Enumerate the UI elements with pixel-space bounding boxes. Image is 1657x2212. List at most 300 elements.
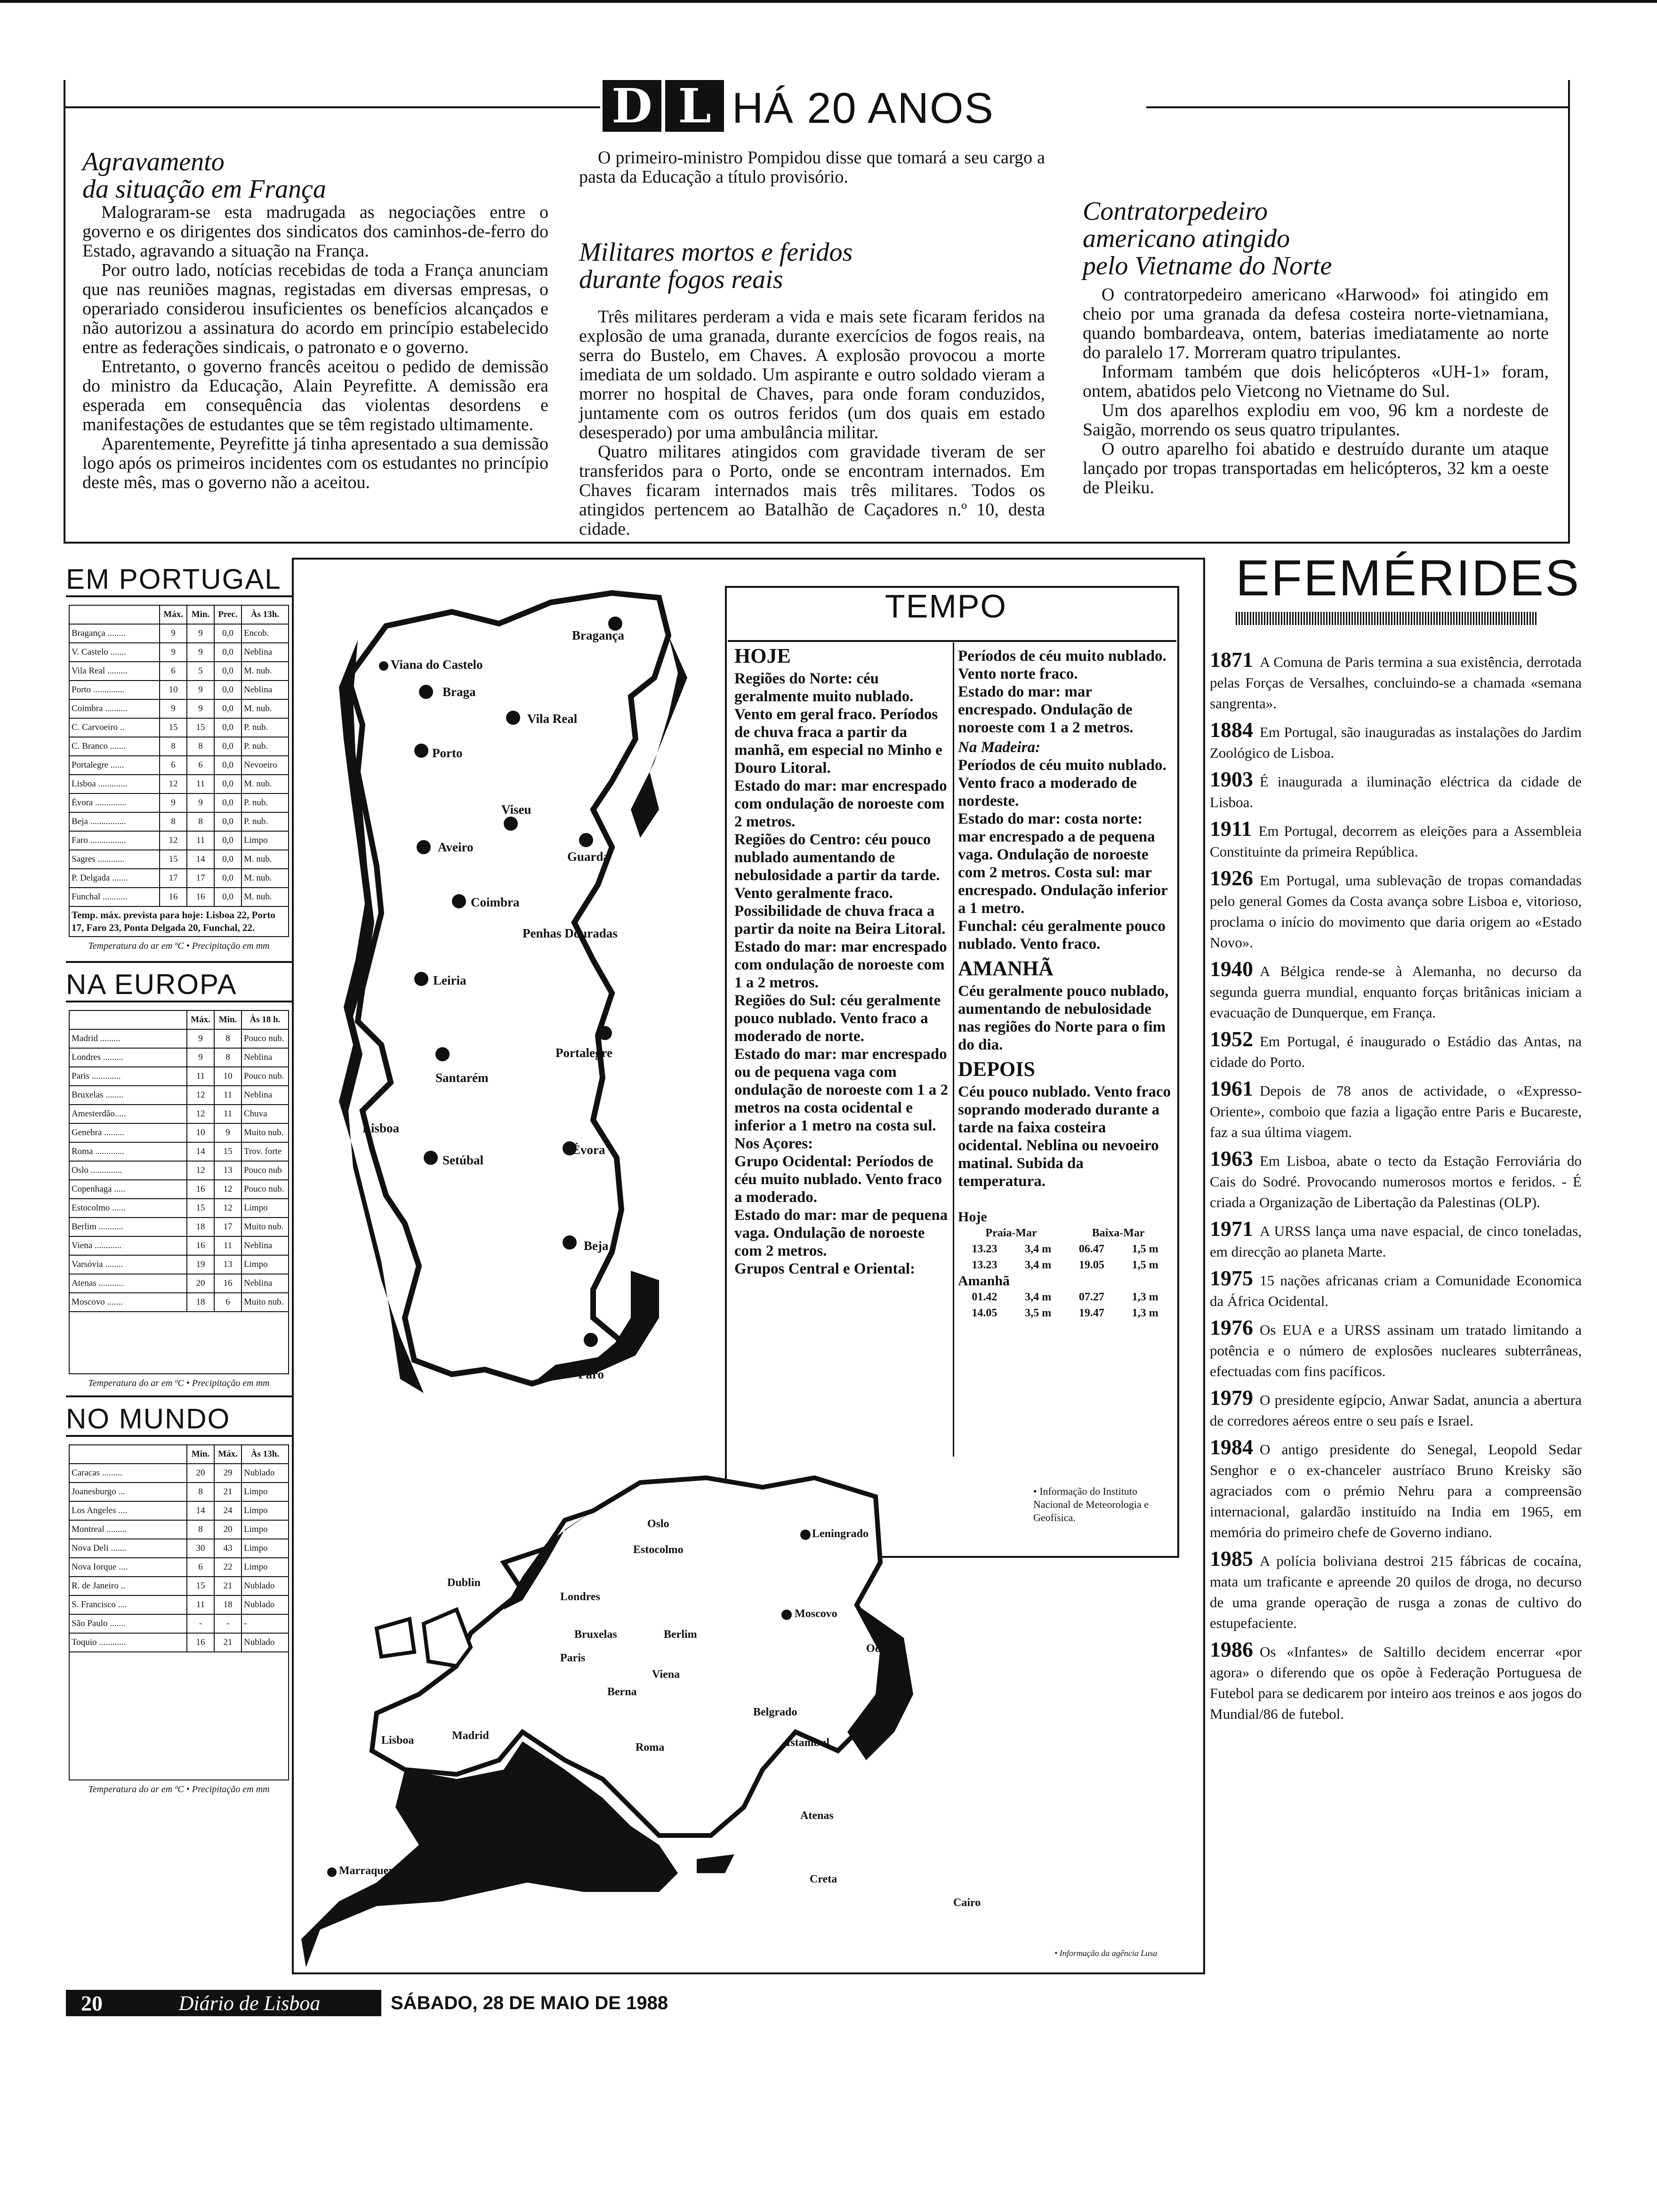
map-city-faro: Faro xyxy=(578,1367,604,1381)
table-cell: 9 xyxy=(160,699,187,718)
map-city-evora: Évora xyxy=(572,1143,605,1157)
table-row xyxy=(69,1293,289,1312)
table-cell: Sagres ............ xyxy=(69,850,160,869)
table-row xyxy=(69,793,289,812)
paragraph: O contratorpedeiro americano «Harwood» foi atingido em cheio por uma granada da defesa costeira norte-vietnamiana, quando bombardeava, ontem, baterias imediatamente ao norte do paralelo 17. Morreram quatro tripulantes. xyxy=(1083,285,1549,362)
table-cell: P. nub. xyxy=(241,793,289,812)
tide-row: 13.23 3,4 m 06.47 1,5 m xyxy=(972,1243,1158,1255)
tempo-paragraph: Regiões do Centro: céu pouco nublado aumentando de nebulosidade a partir da tarde. Vento geralmente fraco. Possibilidade de chuva fraca a partir da noite na Beira Litoral. xyxy=(734,831,946,938)
table-cell: Limpo xyxy=(241,1558,289,1577)
tide-table: Hoje Praia-Mar Baixa-Mar 13.23 3,4 m 06.47 1,5 m 13.23 3,4 m 19.05 1,5 m Amanhã 01.42 3,4 m 07.27 1,3 m 14.05 3,5 m 19.47 1,3 m xyxy=(958,1209,1172,1321)
table-row xyxy=(69,1067,289,1086)
table-cell: Nublado xyxy=(241,1595,289,1614)
map-city-bruxelas: Bruxelas xyxy=(574,1628,617,1641)
table-cell: Neblina xyxy=(241,1274,289,1293)
table-cell: Londres ......... xyxy=(69,1048,187,1067)
banner-title: HÁ 20 ANOS xyxy=(732,84,994,132)
table-cell: 19 xyxy=(187,1255,214,1274)
table-cell: Muito nub. xyxy=(241,1293,289,1312)
map-city-coimbra: Coimbra xyxy=(471,895,520,909)
map-city-viseu: Viseu xyxy=(501,802,531,817)
table-cell: 9 xyxy=(187,699,214,718)
map-city-setubal: Setúbal xyxy=(442,1153,484,1167)
map-city-roma: Roma xyxy=(635,1741,665,1754)
table-cell: 11 xyxy=(187,831,214,850)
map-city-marraquexe: Marraquexe xyxy=(339,1865,399,1877)
table-cell: 11 xyxy=(187,1595,214,1614)
table-cell: 17 xyxy=(214,1218,241,1236)
paragraph: Três militares perderam a vida e mais sete ficaram feridos na explosão de uma granada, durante exercícios de fogos reais, na serra do Bustelo, em Chaves. A explosão provocou a morte imediata de um soldado. Um aspirante e outro soldado vieram a morrer no hospital de Chaves, para onde foram conduzidos, juntamente com os outros feridos (um dos quais em estado desesperado) por uma ambulância militar. xyxy=(579,307,1045,442)
tempo-title: TEMPO xyxy=(885,588,1007,625)
table-cell: 10 xyxy=(214,1067,241,1086)
table-cell: 0,0 xyxy=(214,718,241,737)
table-cell: 9 xyxy=(187,624,214,643)
table-cell: M. nub. xyxy=(241,888,289,906)
mundo-table: Min. Máx. Às 13h. Caracas ......... 20 29 Nublado Joanesburgo ... 8 21 Limpo Los Angeles .... 14 24 Limpo Montreal ......... 8 20 Limpo Nova Deli ....... 30 43 Limpo Nova Iorque .... 6 22 Limpo R. de Janeiro .. 15 21 Nublado S. Francisco .... 11 18 Nublado São Paulo ....... - - - Toquio ............ 16 21 Nublado xyxy=(69,1444,289,1652)
table-cell: 16 xyxy=(160,888,187,906)
table-cell: 13 xyxy=(214,1161,241,1180)
tempo-paragraph: Grupos Central e Oriental: xyxy=(734,1260,916,1277)
table-cell: 12 xyxy=(160,775,187,793)
europa-empty-row xyxy=(69,1312,289,1374)
table-cell: Limpo xyxy=(241,1539,289,1558)
table-cell: R. de Janeiro .. xyxy=(69,1577,187,1595)
table-cell: 8 xyxy=(187,812,214,831)
table-cell: 0,0 xyxy=(214,756,241,775)
table-cell: 0,0 xyxy=(214,643,241,662)
table-cell: Pouco nub. xyxy=(241,1067,289,1086)
map-city-dublin: Dublin xyxy=(447,1577,481,1589)
table-cell: 0,0 xyxy=(214,662,241,681)
tempo-right-col: Períodos de céu muito nublado. Vento norte fraco. Estado do mar: mar encrespado. Ondulação de noroeste com 1 a 2 metros. Na Madeira: Períodos de céu muito nublado. Vento fraco a moderado de nordeste. Estado do mar: costa norte: mar encrespado a de pequena vaga. Ondulação de noroeste com 2 metros. Costa sul: mar encrespado. Ondulação inferior a 1 metro. Funchal: céu geralmente pouco nublado. Vento fraco. AMANHÃ Céu geralmente pouco nublado, aumentando de nebulosidade nas regiões do Norte para o fim do dia. DEPOIS Céu pouco nublado. Vento fraco soprando moderado durante a tarde na faixa costeira ocidental. Neblina ou nevoeiro matinal. Subida da temperatura. Hoje Praia-Mar Baixa-Mar 13.23 3,4 m 06.47 1,5 m 13.23 3,4 m 19.05 1,5 m Amanhã 01.42 3,4 m 07.27 1,3 m 14.05 3,5 m 19.47 1,3 m xyxy=(958,647,1172,1321)
mundo-empty-row xyxy=(69,1652,289,1780)
portugal-footnote: Temperatura do ar em ºC • Precipitação em mm xyxy=(88,941,270,951)
table-row xyxy=(69,1595,289,1614)
table-cell: 0,0 xyxy=(214,681,241,699)
table-cell: 0,0 xyxy=(214,775,241,793)
table-cell: 0,0 xyxy=(214,793,241,812)
tempo-paragraph: Regiões do Sul: céu geralmente pouco nublado. Vento fraco a moderado de norte. xyxy=(734,992,941,1045)
map-city-leningrado: Leningrado xyxy=(812,1528,869,1540)
efemeride-entry: 1952 Em Portugal, é inaugurado o Estádio das Antas, na cidade do Porto. xyxy=(1210,1027,1582,1070)
efemeride-entry: 1911 Em Portugal, decorrem as eleições para a Assembleia Constituinte da primeira República. xyxy=(1210,817,1582,860)
table-cell: Funchal ........... xyxy=(69,888,160,906)
issue-date: SÁBADO, 28 DE MAIO DE 1988 xyxy=(391,1993,668,2013)
table-cell: 16 xyxy=(187,1180,214,1199)
table-row xyxy=(69,1236,289,1255)
tempo-amanha-label: AMANHÃ xyxy=(958,957,1054,980)
table-cell: 14 xyxy=(187,1501,214,1520)
table-cell: - xyxy=(241,1614,289,1633)
weather-tables-column xyxy=(66,558,294,1974)
table-cell: 11 xyxy=(214,1086,241,1105)
table-cell: Oslo .............. xyxy=(69,1161,187,1180)
table-cell: 9 xyxy=(187,1048,214,1067)
map-city-berna: Berna xyxy=(607,1686,637,1698)
table-cell: 29 xyxy=(214,1464,241,1483)
map-city-atenas: Atenas xyxy=(800,1810,834,1822)
dl-logo-right: L xyxy=(665,80,724,132)
table-row xyxy=(69,888,289,906)
efemeride-entry: 1963 Em Lisboa, abate o tecto da Estação Ferroviária do Cais do Sodré. Provocando numerosos mortos e feridos. - É criada a Organização de Libertação da Palestinas (OLP). xyxy=(1210,1146,1582,1210)
efemeride-entry: 1976 Os EUA e a URSS assinam um tratado limitando a potência e o número de explosões nucleares subterrâneas, efectuadas com fins pacíficos. xyxy=(1210,1315,1582,1379)
map-city-santarem: Santarém xyxy=(435,1071,489,1085)
table-cell: 15 xyxy=(160,850,187,869)
table-cell: Amesterdão..... xyxy=(69,1105,187,1123)
table-row xyxy=(69,1086,289,1105)
paragraph: Entretanto, o governo francês aceitou o pedido de demissão do ministro da Educação, Alain Peyrefitte. A demissão era esperada em consequência das violentas desordens e manifestações de estudantes que se têm registado ultimamente. xyxy=(82,357,548,434)
table-cell: 9 xyxy=(214,1123,241,1142)
table-cell: Lisboa ............. xyxy=(69,775,160,793)
map-city-vila-real: Vila Real xyxy=(527,712,578,726)
table-row xyxy=(69,1501,289,1520)
table-cell: 0,0 xyxy=(214,850,241,869)
table-cell: C. Carvoeiro .. xyxy=(69,718,160,737)
efemerides-rule xyxy=(1236,612,1537,625)
table-cell: C. Branco ....... xyxy=(69,737,160,756)
table-row xyxy=(69,643,289,662)
table-cell: 15 xyxy=(187,1577,214,1595)
efemeride-entry: 1884 Em Portugal, são inauguradas as instalações do Jardim Zoológico de Lisboa. xyxy=(1210,718,1582,761)
table-cell: Pouco nub. xyxy=(241,1180,289,1199)
table-cell: Madrid ......... xyxy=(69,1029,187,1048)
paragraph: O outro aparelho foi abatido e destruído durante um ataque lançado por tropas transportadas em helicópteros, 32 km a oeste de Pleiku. xyxy=(1083,439,1549,497)
table-cell: Porto .............. xyxy=(69,681,160,699)
map-city-leiria: Leiria xyxy=(433,973,467,987)
map-city-londres: Londres xyxy=(560,1591,600,1603)
table-cell: Estocolmo ...... xyxy=(69,1199,187,1218)
table-cell: 0,0 xyxy=(214,888,241,906)
table-row xyxy=(69,1180,289,1199)
table-cell: 0,0 xyxy=(214,624,241,643)
map-city-porto: Porto xyxy=(432,746,463,760)
table-cell: 11 xyxy=(214,1105,241,1123)
map-city-sicilia: Sicília xyxy=(607,1833,637,1845)
map-city-moscovo: Moscovo xyxy=(795,1608,837,1620)
table-cell: Nevoeiro xyxy=(241,756,289,775)
table-cell: Vila Real ......... xyxy=(69,662,160,681)
table-cell: Limpo xyxy=(241,1501,289,1520)
efemeride-entry: 1871 A Comuna de Paris termina a sua existência, derrotada pelas Forças de Versalhes, concluindo-se a chamada «semana sangrenta». xyxy=(1210,648,1582,712)
table-cell: 13 xyxy=(214,1255,241,1274)
table-cell: Joanesburgo ... xyxy=(69,1483,187,1501)
paragraph: Malograram-se esta madrugada as negociações entre o governo e os dirigentes dos sindicatos dos caminhos-de-ferro do Estado, agravando a situação na França. xyxy=(82,202,548,261)
map-city-portalegre: Portalegre xyxy=(555,1046,612,1060)
table-cell: 12 xyxy=(214,1199,241,1218)
article-france xyxy=(82,148,548,492)
table-cell: 20 xyxy=(187,1274,214,1293)
table-cell: Encob. xyxy=(241,624,289,643)
article-vietname-headline: Contratorpedeiro americano atingido pelo Vietname do Norte xyxy=(1083,197,1332,281)
table-cell: Paris ............. xyxy=(69,1067,187,1086)
table-row xyxy=(69,1123,289,1142)
table-cell: - xyxy=(214,1614,241,1633)
tempo-source: • Informação do Instituto Nacional de Meteorologia e Geofísica. xyxy=(1033,1485,1149,1523)
map-city-viena: Viena xyxy=(652,1668,680,1681)
table-cell: Berlim ........... xyxy=(69,1218,187,1236)
table-cell: 9 xyxy=(187,643,214,662)
table-cell: 9 xyxy=(187,793,214,812)
table-cell: 0,0 xyxy=(214,831,241,850)
table-cell: P. nub. xyxy=(241,718,289,737)
table-cell: Toquio ............ xyxy=(69,1633,187,1652)
table-row xyxy=(69,624,289,643)
portugal-forecast-note: Temp. máx. prevista para hoje: Lisboa 22, Porto 17, Faro 23, Ponta Delgada 20, Funchal, 22. xyxy=(69,907,289,937)
table-cell: 12 xyxy=(214,1180,241,1199)
table-cell: Limpo xyxy=(241,1255,289,1274)
table-cell: 8 xyxy=(187,737,214,756)
tempo-paragraph: Regiões do Norte: céu geralmente muito nublado. Vento em geral fraco. Períodos de chuva fraca a partir da manhã, em especial no Minho e Douro Litoral. xyxy=(734,670,942,777)
table-cell: 10 xyxy=(187,1123,214,1142)
table-cell: 15 xyxy=(160,718,187,737)
table-cell: 20 xyxy=(187,1464,214,1483)
table-cell: 16 xyxy=(187,1236,214,1255)
table-cell: 9 xyxy=(160,793,187,812)
map-city-guarda: Guarda xyxy=(567,850,610,864)
table-cell: 43 xyxy=(214,1539,241,1558)
table-row xyxy=(69,1577,289,1595)
table-cell: 11 xyxy=(187,775,214,793)
article-france-headline: Agravamento da situação em França xyxy=(82,147,326,204)
table-row xyxy=(69,681,289,699)
table-row xyxy=(69,1029,289,1048)
map-city-beja: Beja xyxy=(584,1239,609,1253)
table-cell: Bruxelas ........ xyxy=(69,1086,187,1105)
europa-title: NA EUROPA xyxy=(66,961,292,1002)
table-row xyxy=(69,1614,289,1633)
table-cell: Trov. forte xyxy=(241,1142,289,1161)
table-row xyxy=(69,756,289,775)
table-cell: Nublado xyxy=(241,1577,289,1595)
table-cell: Caracas ......... xyxy=(69,1464,187,1483)
table-cell: P. Delgada ....... xyxy=(69,869,160,888)
efemeride-entry: 1903 É inaugurada a iluminação eléctrica da cidade de Lisboa. xyxy=(1210,767,1582,810)
table-cell: Atenas ........... xyxy=(69,1274,187,1293)
map-city-odessa: Odessa xyxy=(866,1643,901,1655)
table-cell: 8 xyxy=(214,1048,241,1067)
tempo-depois-label: DEPOIS xyxy=(958,1058,1035,1081)
table-cell: 8 xyxy=(214,1029,241,1048)
table-cell: Nublado xyxy=(241,1464,289,1483)
table-cell: Limpo xyxy=(241,1199,289,1218)
table-cell: 6 xyxy=(187,756,214,775)
tempo-left-col xyxy=(734,644,951,1278)
table-row xyxy=(69,662,289,681)
table-row xyxy=(69,1633,289,1652)
table-row xyxy=(69,1558,289,1577)
efemeride-entry: 1979 O presidente egípcio, Anwar Sadat, anuncia a abertura de corredores aéreos entre o seu país e Israel. xyxy=(1210,1386,1582,1429)
top-rule xyxy=(0,0,1657,3)
table-cell: 12 xyxy=(160,831,187,850)
table-cell: Montreal ......... xyxy=(69,1520,187,1539)
table-cell: 6 xyxy=(214,1293,241,1312)
paragraph: Informam também que dois helicópteros «UH-1» foram, ontem, abatidos pelo Vietcong no Vietname do Sul. xyxy=(1083,362,1549,401)
table-row xyxy=(69,1161,289,1180)
table-cell: 14 xyxy=(187,850,214,869)
table-row xyxy=(69,1483,289,1501)
map-city-lisboa-eu: Lisboa xyxy=(381,1734,414,1747)
table-cell: P. nub. xyxy=(241,812,289,831)
europa-table: Máx. Min. Às 18 h. Madrid ......... 9 8 Pouco nub. Londres ......... 9 8 Neblina Paris ............. 11 10 Pouco nub. Bruxelas ........ 12 11 Neblina Amesterdão..... 12 11 Chuva Genebra ......... 10 9 Muito nub. Roma ............. 14 15 Trov. forte Oslo .............. 12 13 Pouco nub Copenhaga ..... 16 12 Pouco nub. Estocolmo ...... 15 12 Limpo Berlim ........... 18 17 Muito nub. Viena ............ 16 11 Neblina Varsóvia ........ 19 13 Limpo Atenas ........... 20 16 Neblina Moscovo ....... 18 6 Muito nub. xyxy=(69,1010,289,1312)
map-city-cairo: Cairo xyxy=(953,1897,981,1909)
tide-row: 01.42 3,4 m 07.27 1,3 m xyxy=(972,1291,1158,1303)
map-city-braganca: Bragança xyxy=(572,628,624,642)
table-cell: 16 xyxy=(187,1633,214,1652)
table-cell: Limpo xyxy=(241,1520,289,1539)
table-cell: P. nub. xyxy=(241,737,289,756)
table-cell: Beja ................ xyxy=(69,812,160,831)
map-city-braga: Braga xyxy=(442,685,476,699)
paragraph: Aparentemente, Peyrefitte já tinha apresentado a sua demissão logo após os primeiros incidentes com os estudantes no princípio deste mês, mas o governo não a aceitou. xyxy=(82,434,548,492)
paragraph: Quatro militares atingidos com gravidade tiveram de ser transferidos para o Porto, onde se encontram internados. Em Chaves ficaram internados mais três militares. Todos os atingidos pertencem ao Batalhão de Caçadores n.º 10, desta cidade. xyxy=(579,442,1045,539)
map-city-madrid: Madrid xyxy=(452,1730,489,1742)
table-cell: 11 xyxy=(187,1067,214,1086)
table-cell: 17 xyxy=(160,869,187,888)
table-cell: M. nub. xyxy=(241,662,289,681)
map-city-oslo: Oslo xyxy=(647,1518,669,1530)
table-cell: V. Castelo ....... xyxy=(69,643,160,662)
table-cell: 8 xyxy=(187,1520,214,1539)
page-number: 20 xyxy=(66,1990,118,2016)
table-cell: 6 xyxy=(160,756,187,775)
table-cell: 12 xyxy=(187,1161,214,1180)
efemeride-entry: 1971 A URSS lança uma nave espacial, de cinco toneladas, em direcção ao planeta Marte. xyxy=(1210,1217,1582,1260)
table-cell: São Paulo ....... xyxy=(69,1614,187,1633)
table-cell: 11 xyxy=(214,1236,241,1255)
portugal-title: EM PORTUGAL xyxy=(66,558,292,597)
article-vietname xyxy=(1083,198,1549,497)
table-cell: 0,0 xyxy=(214,699,241,718)
table-cell: 14 xyxy=(187,1142,214,1161)
map-city-istambul: Istambul xyxy=(786,1737,830,1749)
table-cell: 12 xyxy=(187,1086,214,1105)
table-cell: 17 xyxy=(187,869,214,888)
table-cell: 6 xyxy=(160,662,187,681)
table-cell: Faro ................ xyxy=(69,831,160,850)
table-cell: M. nub. xyxy=(241,775,289,793)
table-cell: 0,0 xyxy=(214,869,241,888)
table-cell: 15 xyxy=(214,1142,241,1161)
efemeride-entry: 1984 O antigo presidente do Senegal, Leopold Sedar Senghor e o ex-chanceler austríaco Bruno Kreisky são agraciados com o prémio Nehru para a compreensão internacional, galardão instituído na India em 1965, em memória do primeiro chefe de Governo indiano. xyxy=(1210,1435,1582,1540)
paragraph: Por outro lado, notícias recebidas de toda a França anunciam que nas reuniões magnas, registadas em diversas empresas, o operariado considerou insuficientes os benefícios alcançados e não autorizou a assinatura do acordo em princípio estabelecido entre as federações sindicais, o patronato e o governo. xyxy=(82,260,548,357)
table-cell: Muito nub. xyxy=(241,1218,289,1236)
table-cell: Limpo xyxy=(241,831,289,850)
table-cell: M. nub. xyxy=(241,699,289,718)
table-row xyxy=(69,1142,289,1161)
table-cell: Évora .............. xyxy=(69,793,160,812)
europe-map-source: • Informação da agência Lusa xyxy=(1054,1948,1158,1958)
table-cell: 21 xyxy=(214,1483,241,1501)
table-cell: Muito nub. xyxy=(241,1123,289,1142)
table-cell: 18 xyxy=(214,1595,241,1614)
table-cell: M. nub. xyxy=(241,869,289,888)
table-row xyxy=(69,775,289,793)
table-row xyxy=(69,1199,289,1218)
efemeride-entry: 1940 A Bélgica rende-se à Alemanha, no decurso da segunda guerra mundial, enquanto forças britânicas iniciam a evacuação de Dunquerque, em França. xyxy=(1210,957,1582,1021)
tempo-paragraph: Estado do mar: mar de pequena vaga. Ondulação de noroeste com 2 metros. xyxy=(734,1207,948,1259)
table-cell: 6 xyxy=(187,1558,214,1577)
table-cell: Neblina xyxy=(241,1236,289,1255)
table-cell: S. Francisco .... xyxy=(69,1595,187,1614)
map-city-aveiro: Aveiro xyxy=(438,840,474,854)
table-row xyxy=(69,1218,289,1236)
table-cell: Viena ............ xyxy=(69,1236,187,1255)
table-cell: Pouco nub. xyxy=(241,1029,289,1048)
table-cell: Limpo xyxy=(241,1483,289,1501)
mundo-footnote: Temperatura do ar em ºC • Precipitação em mm xyxy=(88,1784,270,1795)
table-cell: Nublado xyxy=(241,1633,289,1652)
mundo-title: NO MUNDO xyxy=(66,1395,292,1437)
table-row xyxy=(69,1048,289,1067)
table-row xyxy=(69,831,289,850)
table-cell: 15 xyxy=(187,718,214,737)
article-middle xyxy=(579,148,1045,539)
table-cell: Chuva xyxy=(241,1105,289,1123)
map-city-estocolmo: Estocolmo xyxy=(633,1544,684,1556)
table-cell: 0,0 xyxy=(214,812,241,831)
table-cell: 16 xyxy=(214,1274,241,1293)
table-cell: Moscovo ....... xyxy=(69,1293,187,1312)
table-row xyxy=(69,1539,289,1558)
map-city-lisboa: Lisboa xyxy=(362,1121,400,1135)
tempo-hoje-label: HOJE xyxy=(734,644,791,667)
table-row xyxy=(69,1255,289,1274)
efemeride-entry: 1986 Os «Infantes» de Saltillo decidem encerrar «por agora» o diferendo que os opõe à Federação Portuguesa de Futebol para se dedicarem por inteiro aos treinos e aos jogos do Mundial/86 de futebol. xyxy=(1210,1637,1582,1722)
table-cell: 20 xyxy=(214,1520,241,1539)
table-cell: M. nub. xyxy=(241,850,289,869)
table-cell: Neblina xyxy=(241,681,289,699)
dl-logo-left: D xyxy=(603,80,661,132)
table-cell: 21 xyxy=(214,1577,241,1595)
paragraph: O primeiro-ministro Pompidou disse que tomará a seu cargo a pasta da Educação a título provisório. xyxy=(579,148,1045,187)
table-cell: 24 xyxy=(214,1501,241,1520)
table-cell: Genebra ......... xyxy=(69,1123,187,1142)
table-cell: Varsóvia ........ xyxy=(69,1255,187,1274)
table-cell: 12 xyxy=(187,1105,214,1123)
table-cell: 16 xyxy=(187,888,214,906)
table-cell: Pouco nub xyxy=(241,1161,289,1180)
efemeride-entry: 1961 Depois de 78 anos de actividade, o «Expresso-Oriente», comboio que fazia a ligação entre Paris e Bucareste, faz a sua última viagem. xyxy=(1210,1076,1582,1140)
table-row xyxy=(69,699,289,718)
map-city-penhas: Penhas Douradas xyxy=(523,926,618,940)
article-militares-headline: Militares mortos e feridos durante fogos reais xyxy=(579,238,853,294)
table-cell: Copenhaga ..... xyxy=(69,1180,187,1199)
table-cell: Nova Deli ....... xyxy=(69,1539,187,1558)
table-cell: Portalegre ...... xyxy=(69,756,160,775)
tide-row: 13.23 3,4 m 19.05 1,5 m xyxy=(972,1259,1158,1271)
table-cell: 8 xyxy=(160,737,187,756)
table-cell: 18 xyxy=(187,1293,214,1312)
table-cell: 9 xyxy=(187,1029,214,1048)
table-cell: 30 xyxy=(187,1539,214,1558)
europe-map xyxy=(301,1468,1036,1967)
table-row xyxy=(69,1520,289,1539)
tempo-paragraph: Estado do mar: mar encrespado ou de pequena vaga com ondulação de noroeste com 1 a 2 metros na costa ocidental e inferior a 1 metro na costa sul. xyxy=(734,1046,949,1134)
table-row xyxy=(69,1274,289,1293)
table-cell: - xyxy=(187,1614,214,1633)
tide-row: 14.05 3,5 m 19.47 1,3 m xyxy=(972,1307,1158,1319)
tempo-paragraph: Estado do mar: mar encrespado com ondulação de noroeste com 1 a 2 metros. xyxy=(734,938,947,991)
paper-name: Diário de Lisboa xyxy=(118,1990,381,2016)
tempo-paragraph: Grupo Ocidental: Períodos de céu muito nublado. Vento fraco a moderado. xyxy=(734,1153,942,1206)
map-city-berlim: Berlim xyxy=(664,1628,697,1641)
efemerides-title: EFEMÉRIDES xyxy=(1236,549,1581,606)
map-city-viana: Viana do Castelo xyxy=(391,657,483,672)
table-cell: 9 xyxy=(160,643,187,662)
table-cell: 9 xyxy=(160,624,187,643)
map-city-belgrado: Belgrado xyxy=(753,1706,797,1718)
portugal-table: Máx. Min. Prec. Às 13h. Bragança ........ 9 9 0,0 Encob. V. Castelo ....... 9 9 0,0 Neblina Vila Real ......... 6 5 0,0 M. nub. Porto .............. 10 9 0,0 Neblina Coimbra .......... 9 9 0,0 M. nub. C. Carvoeiro .. 15 15 0,0 P. nub. C. Branco ....... 8 8 0,0 P. nub. Portalegre ...... 6 6 0,0 Nevoeiro Lisboa ............. 12 11 0,0 M. nub. Évora .............. 9 9 0,0 P. nub. Beja ................ 8 8 0,0 P. nub. Faro ................ 12 11 0,0 Limpo Sagres ............ 15 14 0,0 M. nub. P. Delgada ....... 17 17 0,0 M. nub. Funchal ........... 16 16 0,0 M. nub. xyxy=(69,605,289,907)
